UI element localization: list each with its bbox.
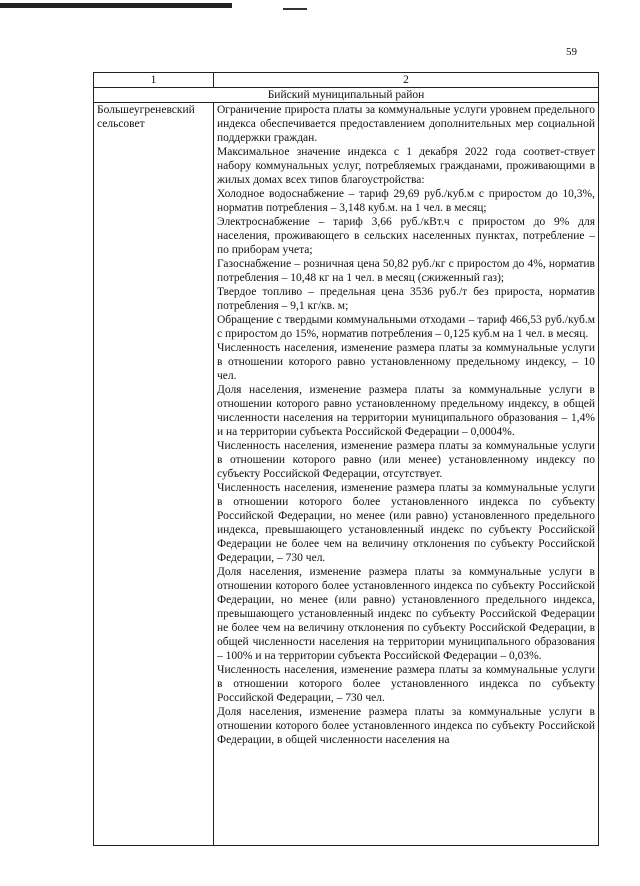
district-name: Бийский муниципальный район bbox=[94, 88, 599, 103]
column-header-1: 1 bbox=[94, 73, 214, 88]
paragraph: Доля населения, изменение размера платы за коммунальные услуги в отношении которого более установленного индекса по субъекту Российской Федерации, в общей численности населения на bbox=[217, 706, 595, 746]
paragraph: Ограничение прироста платы за коммунальные услуги уровнем предельного индекса обеспечивается предоставлением дополнительных мер социальной поддержки граждан. bbox=[217, 104, 595, 144]
document-table bbox=[93, 72, 599, 846]
paragraph: Доля населения, изменение размера платы за коммунальные услуги в отношении которого более установленного индекса по субъекту Российской Федерации, но менее (или равно) установленного предельного индекса, превышающего установленный индекс по субъекту Российской Федерации не более чем на величину отклонения по субъекту Российской Федерации, в общей численности населения на территории муниципального образования – 100% и на территории субъекта Российской Федерации – 0,03%. bbox=[217, 566, 595, 662]
table-header-row bbox=[94, 73, 599, 88]
paragraph: Численность населения, изменение размера платы за коммунальные услуги в отношении которого равно (или менее) установленному индексу по субъекту Российской Федерации, отсутствует. bbox=[217, 440, 595, 480]
paragraph: Обращение с твердыми коммунальными отходами – тариф 466,53 руб./куб.м с приростом до 15%, норматив потребления – 0,125 куб.м на 1 чел. в месяц. bbox=[217, 314, 595, 340]
paragraph: Твердое топливо – предельная цена 3536 руб./т без прироста, норматив потребления – 9,1 кг/кв. м; bbox=[217, 286, 595, 312]
settlement-cell bbox=[94, 103, 214, 846]
scan-artifact bbox=[283, 8, 307, 10]
paragraph: Электроснабжение – тариф 3,66 руб./кВт.ч с приростом до 9% для населения, проживающего в сельских населенных пунктах, потребление – по приборам учета; bbox=[217, 216, 595, 256]
district-row bbox=[94, 88, 599, 103]
paragraph: Максимальное значение индекса с 1 декабря 2022 года соответ-ствует набору коммунальных услуг, потребляемых гражданами, проживающими в жилых домах всех типов благоустройства: bbox=[217, 146, 595, 186]
description-cell bbox=[214, 103, 599, 846]
column-header-2: 2 bbox=[214, 73, 599, 88]
paragraph: Численность населения, изменение размера платы за коммунальные услуги в отношении которого более установленного индекса по субъекту Российской Федерации, но менее (или равно) установленного предельного индекса, превышающего установленный индекс по субъекту Российской Федерации не более чем на величину отклонения по субъекту Российской Федерации, – 730 чел. bbox=[217, 482, 595, 564]
settlement-name-line-1: Большеугреневский bbox=[97, 104, 195, 116]
page-number: 59 bbox=[566, 46, 577, 58]
table-row bbox=[94, 103, 599, 846]
scan-artifact bbox=[0, 3, 232, 8]
paragraph: Холодное водоснабжение – тариф 29,69 руб./куб.м с приростом до 10,3%, норматив потребления – 3,148 куб.м. на 1 чел. в месяц; bbox=[217, 188, 595, 214]
settlement-name-line-2: сельсовет bbox=[97, 118, 145, 130]
paragraph: Численность населения, изменение размера платы за коммунальные услуги в отношении которого более установленного индекса по субъекту Российской Федерации, – 730 чел. bbox=[217, 664, 595, 704]
paragraph: Газоснабжение – розничная цена 50,82 руб./кг с приростом до 4%, норматив потребления – 10,48 кг на 1 чел. в месяц (сжиженный газ); bbox=[217, 258, 595, 284]
paragraph: Доля населения, изменение размера платы за коммунальные услуги в отношении которого равно установленному предельному индексу, в общей численности населения на территории муниципального образования – 1,4% и на территории субъекта Российской Федерации – 0,0004%. bbox=[217, 384, 595, 438]
paragraph: Численность населения, изменение размера платы за коммунальные услуги в отношении которого равно установленному предельному индексу, – 10 чел. bbox=[217, 342, 595, 382]
